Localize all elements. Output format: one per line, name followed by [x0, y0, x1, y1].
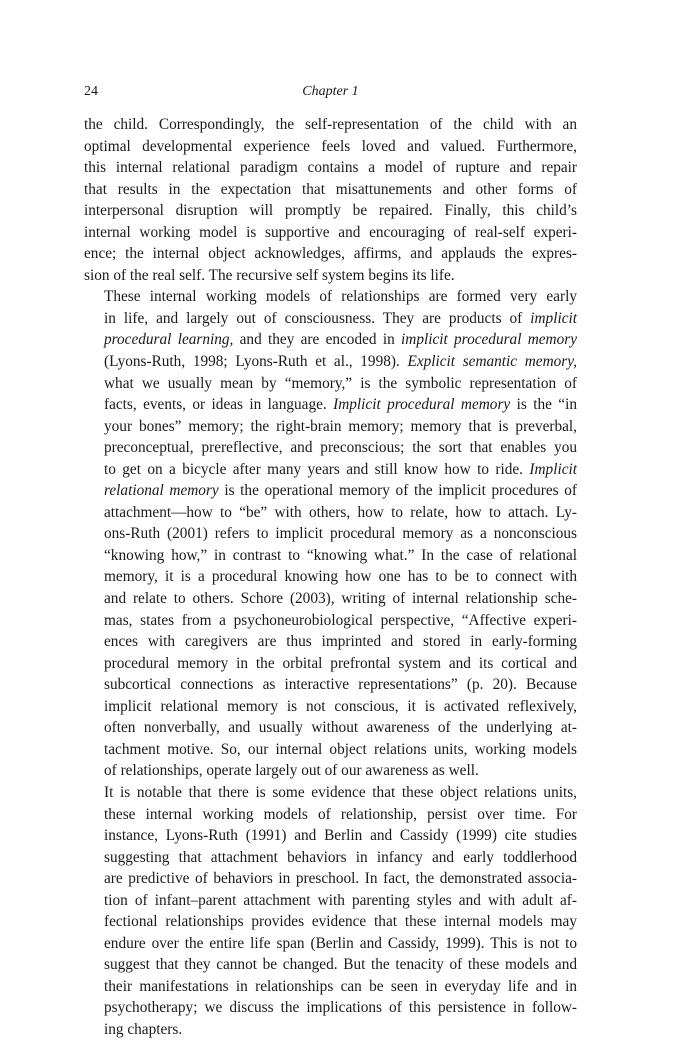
text-line: These internal working models of relationships are formed very early — [104, 288, 577, 306]
text-line: subcortical connections as interactive representations” (p. 20). Because — [104, 676, 577, 694]
text-line: tion of infant–parent attachment with parenting styles and with adult af- — [104, 891, 577, 909]
text-line: their manifestations in relationships can be seen in everyday life and in — [104, 977, 577, 995]
running-head — [84, 84, 577, 104]
text-line: endure over the entire life span (Berlin and Cassidy, 1999). This is not to — [104, 934, 577, 952]
text-line: “knowing how,” in contrast to “knowing what.” In the case of relational — [104, 546, 577, 564]
italic-term: implicit — [530, 309, 577, 327]
text-line: ence; the internal object acknowledges, affirms, and applauds the expres- — [84, 245, 577, 263]
text-line: It is notable that there is some evidence that these object relations units, — [104, 783, 577, 801]
text-line: internal working model is supportive and encouraging of real-self experi- — [84, 223, 577, 241]
text-line: interpersonal disruption will promptly be repaired. Finally, this child’s — [84, 202, 577, 220]
text-line: and relate to others. Schore (2003), writing of internal relationship sche- — [104, 590, 577, 608]
text-line: procedural memory in the orbital prefrontal system and its cortical and — [104, 654, 577, 672]
text-line: procedural learning, and they are encoded in implicit procedural memory — [104, 331, 577, 349]
text-line: facts, events, or ideas in language. Implicit procedural memory is the “in — [104, 396, 577, 414]
text-line: suggest that they cannot be changed. But the tenacity of these models and — [104, 956, 577, 974]
paragraph — [84, 782, 577, 1041]
text-line: often nonverbally, and usually without awareness of the underlying at- — [104, 719, 577, 737]
text-line: that results in the expectation that misattunements and other forms of — [84, 180, 577, 198]
text-line: (Lyons-Ruth, 1998; Lyons-Ruth et al., 1998). Explicit semantic memory, — [104, 353, 577, 371]
text-line: sion of the real self. The recursive self system begins its life. — [84, 266, 455, 284]
text-line: mas, states from a psychoneurobiological perspective, “Affective experi- — [104, 611, 577, 629]
text-line: memory, it is a procedural knowing how one has to be to connect with — [104, 568, 577, 586]
italic-term: Explicit semantic memory, — [407, 353, 577, 371]
paragraph — [84, 286, 577, 782]
italic-term: implicit procedural memory — [401, 331, 577, 349]
text-line: the child. Correspondingly, the self-representation of the child with an — [84, 116, 577, 133]
text-line: preconceptual, prereflective, and preconscious; the sort that enables you — [104, 439, 577, 457]
text-line: this internal relational paradigm contains a model of rupture and repair — [84, 159, 577, 177]
italic-term: Implicit — [529, 460, 577, 478]
text-line: what we usually mean by “memory,” is the symbolic representation of — [104, 374, 577, 392]
text-line: tachment motive. So, our internal object relations units, working models — [104, 740, 577, 758]
italic-term: procedural learning, — [104, 331, 234, 349]
italic-term: relational memory — [104, 482, 219, 500]
text-line: suggesting that attachment behaviors in infancy and early toddlerhood — [104, 848, 577, 866]
text-line: ences with caregivers are thus imprinted and stored in early-forming — [104, 633, 577, 651]
text-line: relational memory is the operational memory of the implicit procedures of — [104, 482, 577, 500]
text-line: ing chapters. — [104, 1020, 183, 1038]
text-line: of relationships, operate largely out of our awareness as well. — [104, 762, 479, 780]
italic-term: Implicit procedural memory — [333, 396, 511, 414]
chapter-title: Chapter 1 — [302, 84, 359, 99]
body-text — [84, 114, 577, 1041]
text-line: implicit relational memory is not conscious, it is activated reflexively, — [104, 697, 577, 715]
text-line: attachment—how to “be” with others, how to relate, how to attach. Ly- — [104, 503, 577, 521]
text-line: your bones” memory; the right-brain memory; memory that is preverbal, — [104, 417, 577, 435]
text-line: optimal developmental experience feels loved and valued. Furthermore, — [84, 137, 577, 155]
page-number: 24 — [84, 84, 98, 99]
text-line: in life, and largely out of consciousness. They are products of implicit — [104, 309, 577, 327]
text-line: these internal working models of relationship, persist over time. For — [104, 805, 577, 823]
text-line: psychotherapy; we discuss the implications of this persistence in follow- — [104, 999, 577, 1017]
text-line: are predictive of behaviors in preschool. In fact, the demonstrated associa- — [104, 870, 577, 888]
text-line: to get on a bicycle after many years and still know how to ride. Implicit — [104, 460, 577, 478]
text-line: instance, Lyons-Ruth (1991) and Berlin and Cassidy (1999) cite studies — [104, 827, 577, 845]
paragraph — [84, 114, 577, 286]
text-line: ons-Ruth (2001) refers to implicit procedural memory as a nonconscious — [104, 525, 577, 543]
text-line: fectional relationships provides evidence that these internal models may — [104, 913, 577, 931]
